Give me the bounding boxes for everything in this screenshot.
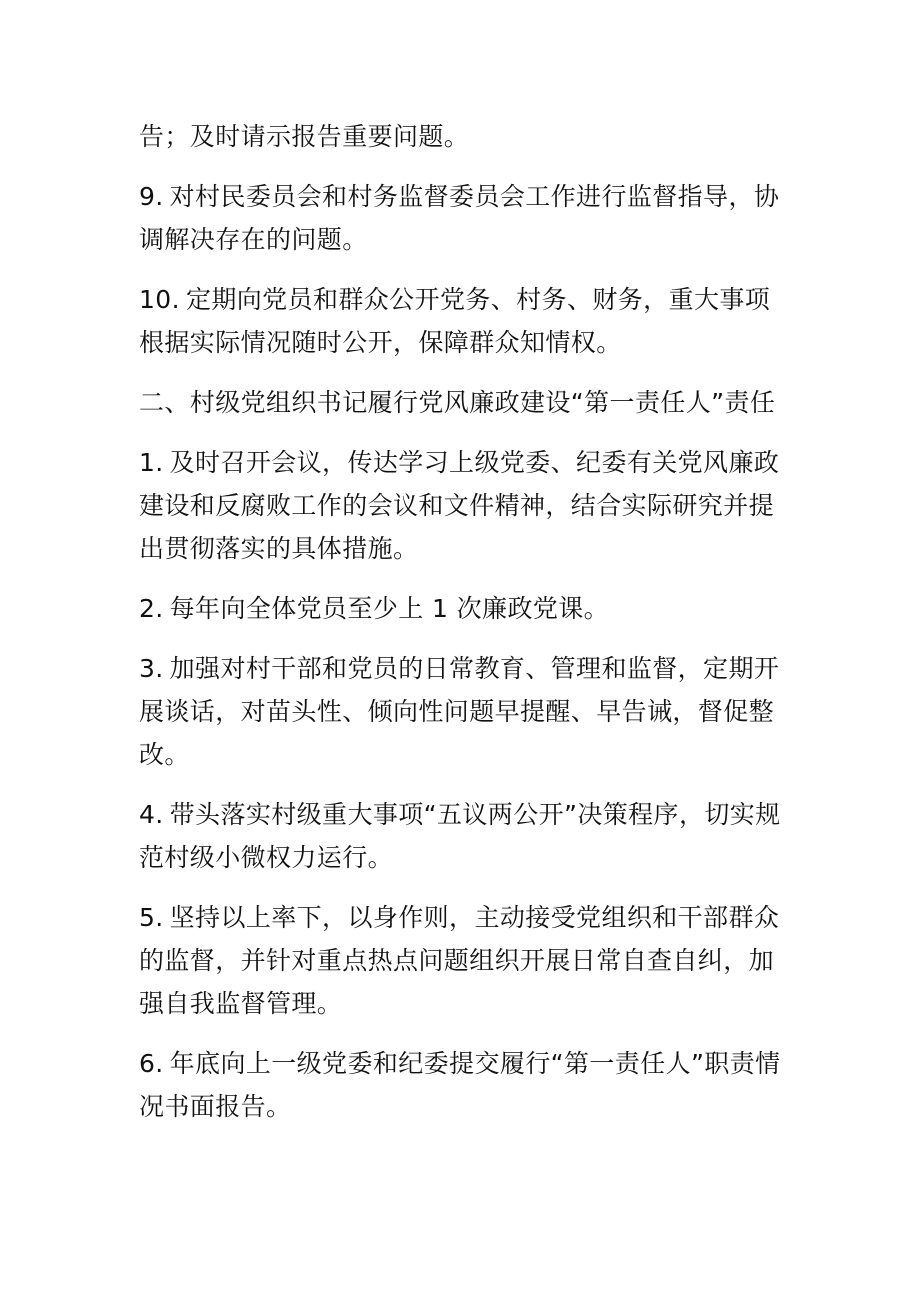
paragraph-item-10 bbox=[139, 278, 791, 364]
item-number: 9. bbox=[139, 182, 164, 211]
section-heading-text: 二、村级党组织书记履行党风廉政建设“第一责任人”责任 bbox=[139, 388, 776, 417]
paragraph-text: 加强对村干部和党员的日常教育、管理和监督，定期开展谈话，对苗头性、倾向性问题早提醒、早告诫，督促整改。 bbox=[139, 654, 780, 769]
paragraph-item-3 bbox=[139, 647, 791, 776]
paragraph-item-9 bbox=[139, 175, 791, 261]
paragraph-text: 带头落实村级重大事项“五议两公开”决策程序，切实规范村级小微权力运行。 bbox=[139, 800, 781, 872]
item-number: 2. bbox=[139, 594, 164, 623]
item-number: 3. bbox=[139, 654, 164, 683]
document-body bbox=[139, 115, 791, 1145]
item-number: 1. bbox=[139, 448, 164, 477]
paragraph-text: 坚持以上率下，以身作则，主动接受党组织和干部群众的监督，并针对重点热点问题组织开展日常自查自纠，加强自我监督管理。 bbox=[139, 903, 780, 1018]
paragraph-text: 每年向全体党员至少上 1 次廉政党课。 bbox=[169, 594, 610, 623]
item-number: 4. bbox=[139, 800, 164, 829]
item-number: 6. bbox=[139, 1049, 164, 1078]
paragraph-text: 对村民委员会和村务监督委员会工作进行监督指导，协调解决存在的问题。 bbox=[139, 182, 780, 254]
paragraph-continuation bbox=[139, 115, 791, 158]
paragraph-text: 定期向党员和群众公开党务、村务、财务，重大事项根据实际情况随时公开，保障群众知情权。 bbox=[139, 285, 771, 357]
paragraph-item-6 bbox=[139, 1042, 791, 1128]
paragraph-text: 及时召开会议，传达学习上级党委、纪委有关党风廉政建设和反腐败工作的会议和文件精神，结合实际研究并提出贯彻落实的具体措施。 bbox=[139, 448, 780, 563]
paragraph-item-1 bbox=[139, 441, 791, 570]
paragraph-text: 年底向上一级党委和纪委提交履行“第一责任人”职责情况书面报告。 bbox=[139, 1049, 781, 1121]
paragraph-text: 告；及时请示报告重要问题。 bbox=[139, 122, 470, 151]
section-heading bbox=[139, 381, 791, 424]
item-number: 5. bbox=[139, 903, 164, 932]
item-number: 10. bbox=[139, 285, 180, 314]
paragraph-item-5 bbox=[139, 896, 791, 1025]
paragraph-item-4 bbox=[139, 793, 791, 879]
paragraph-item-2 bbox=[139, 587, 791, 630]
